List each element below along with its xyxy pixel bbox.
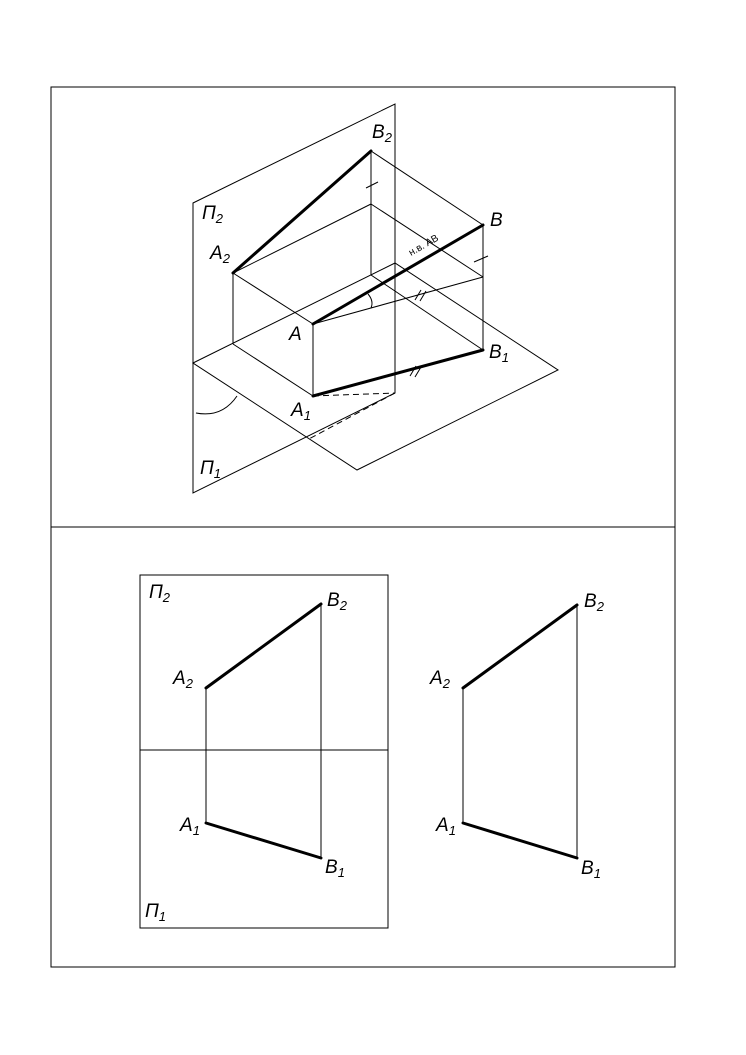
label-a2: $A_2$: [210, 243, 230, 266]
projector-a2-a: [233, 273, 313, 324]
tick-mark: [366, 182, 378, 188]
true-length-helper: [313, 277, 483, 324]
label-b: B: [490, 210, 503, 231]
segment-a2b2: [463, 605, 577, 688]
segment-ab: [313, 225, 483, 324]
tick-mark: [420, 291, 426, 301]
segment-a1b1: [313, 350, 483, 396]
tick-mark: [415, 290, 421, 300]
label-a1: $A_1$: [436, 815, 456, 838]
plane-angle-arc: [196, 396, 237, 414]
box-back-edge: [233, 204, 371, 273]
label-plane-p2: $П_2$: [202, 203, 224, 226]
segment-a1b1: [206, 823, 321, 858]
label-a: A: [289, 324, 302, 345]
tick-mark: [474, 256, 488, 262]
label-b2: $B_2$: [327, 590, 347, 613]
epure-frame: [140, 575, 388, 928]
projector-axis-b1: [371, 275, 483, 350]
label-b1: $B_1$: [489, 342, 509, 365]
label-a1: $A_1$: [291, 400, 311, 423]
epure-frameless: [429, 591, 605, 881]
label-a2: $A_2$: [173, 668, 193, 691]
label-b2: $B_2$: [372, 122, 392, 145]
label-plane-p2: $П_2$: [149, 582, 171, 605]
segment-a1b1: [463, 823, 577, 858]
epure-with-frame: [140, 575, 388, 928]
horizontal-plane-p1: [193, 263, 558, 470]
projector-b2-b: [371, 151, 483, 225]
label-b2: $B_2$: [584, 591, 604, 614]
projector-axis-a1: [233, 344, 313, 396]
frontal-plane-p2: [193, 104, 395, 493]
segment-a2b2: [206, 604, 321, 688]
label-a1: $A_1$: [180, 815, 200, 838]
segment-a2b2: [233, 151, 371, 273]
label-a2: $A_2$: [430, 668, 450, 691]
hidden-line-axis: [307, 393, 395, 440]
angle-arc-a: [368, 294, 372, 308]
true-length-note: н.в. AB: [407, 232, 441, 259]
label-plane-p1: $П_1$: [200, 458, 222, 481]
label-b1: $B_1$: [581, 858, 601, 881]
label-b1: $B_1$: [325, 857, 345, 880]
label-plane-p1: $П_1$: [145, 901, 167, 924]
pictorial-view: [193, 104, 558, 493]
